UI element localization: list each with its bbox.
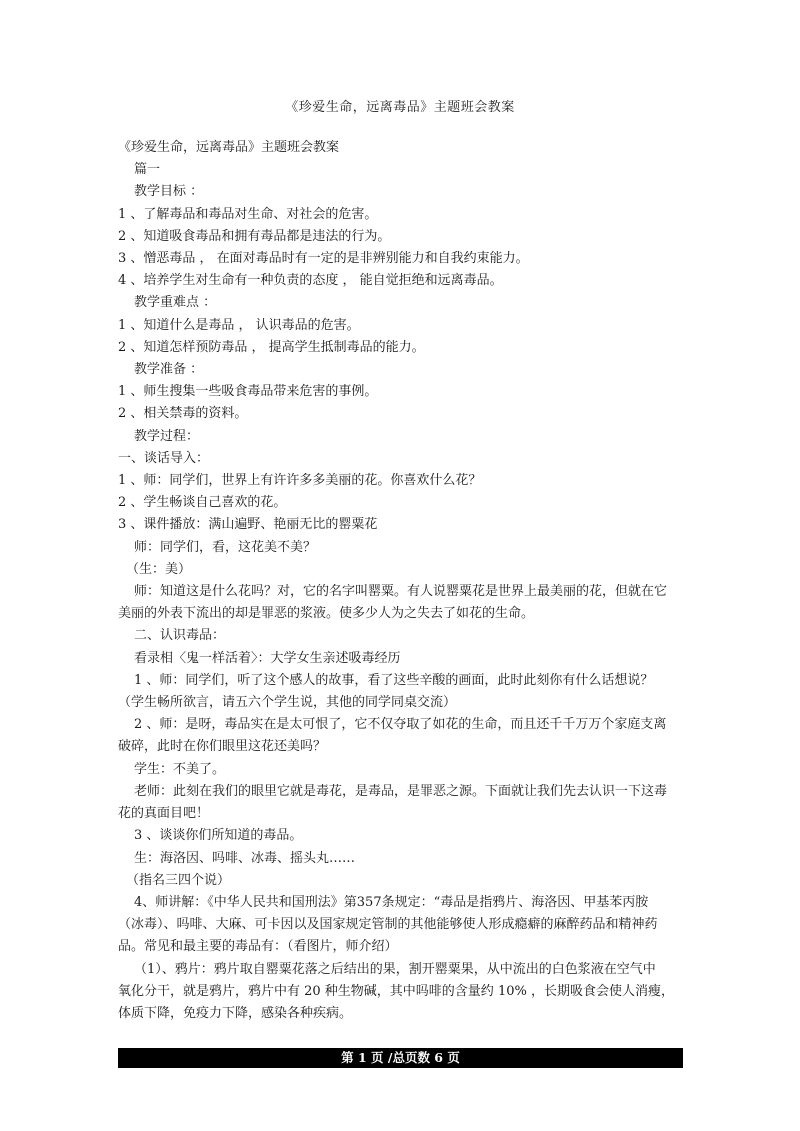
paragraph-line: 氧化分干，就是鸦片，鸦片中有 20 种生物碱，其中吗啡的含量约 10% ，长期吸食会使人消瘦， — [118, 983, 674, 999]
paragraph-line: 体质下降，免疫力下降，感染各种疾病。 — [118, 1005, 353, 1021]
list-item: 3 、憎恶毒品 ， 在面对毒品时有一定的是非辨别能力和自我约束能力。 — [118, 251, 529, 267]
text-line: 《珍爱生命，远离毒品》主题班会教案 — [118, 140, 340, 155]
list-item: 3 、课件播放：满山遍野、艳丽无比的罂粟花 — [118, 517, 378, 533]
dialogue-line: 师：同学们，看，这花美不美？ — [134, 539, 317, 555]
paragraph-line: 花的真面目吧！ — [118, 806, 210, 822]
list-item: 2 、师：是呀，毒品实在是太可恨了，它不仅夺取了如花的生命，而且还千千万万个家庭支离 — [134, 717, 667, 733]
section-heading: 教学准备 ： — [134, 362, 204, 378]
section-heading: 篇一 — [134, 162, 161, 178]
section-heading: 一、谈话导入： — [118, 450, 210, 466]
list-item: 2 、知道怎样预防毒品 ， 提高学生抵制毒品的能力。 — [118, 339, 425, 355]
section-heading: 教学过程： — [134, 428, 200, 444]
paragraph-line: 美丽的外表下流出的却是罪恶的浆液。使多少人为之失去了如花的生命。 — [118, 606, 535, 622]
list-item: 2 、相关禁毒的资料。 — [118, 406, 248, 422]
document-body — [118, 137, 683, 1025]
list-item: 1 、了解毒品和毒品对生命、对社会的危害。 — [118, 206, 378, 222]
list-item: 4 、培养学生对生命有一种负责的态度 ， 能自觉拒绝和远离毒品。 — [118, 273, 503, 289]
paragraph-line: （学生畅所欲言，请五六个学生说，其他的同学同桌交流） — [118, 695, 457, 711]
list-item: 2 、学生畅谈自己喜欢的花。 — [118, 495, 287, 511]
list-item: 1 、师生搜集一些吸食毒品带来危害的事例。 — [118, 384, 378, 400]
dialogue-line: （指名三四个说） — [126, 872, 231, 888]
list-item: 4、师讲解：《中华人民共和国刑法》第357条规定：“毒品是指鸦片、海洛因、甲基苯丙胺 — [134, 894, 649, 910]
section-heading: 教学重难点 ： — [134, 295, 217, 311]
list-item: 3 、谈谈你们所知道的毒品。 — [134, 828, 303, 844]
list-item: 2 、知道吸食毒品和拥有毒品都是违法的行为。 — [118, 228, 391, 244]
list-item: 1 、知道什么是毒品 ， 认识毒品的危害。 — [118, 317, 360, 333]
paragraph-line: （冰毒）、吗啡、大麻、可卡因以及国家规定管制的其他能够使人形成瘾癖的麻醉药品和精神药 — [118, 917, 658, 933]
page-footer: 第 1 页 /总页数 6 页 — [118, 1048, 683, 1068]
section-heading: 二、认识毒品： — [134, 628, 226, 644]
list-item: 1 、师：同学们，世界上有许许多多美丽的花。你喜欢什么花？ — [118, 473, 482, 489]
paragraph-line: 看录相〈鬼一样活着〉：大学女生亲述吸毒经历 — [134, 650, 401, 666]
paragraph-line: 品。常见和最主要的毒品有：（看图片，师介绍） — [118, 939, 398, 955]
document-title: 《珍爱生命，远离毒品》主题班会教案 — [285, 100, 515, 115]
dialogue-line: 学生：不美了。 — [134, 761, 226, 777]
dialogue-line: （生：美） — [126, 561, 192, 577]
list-item: 1 、师：同学们，听了这个感人的故事，看了这些辛酸的画面，此时此刻你有什么话想说？ — [134, 672, 654, 688]
dialogue-line: 生：海洛因、吗啡、冰毒、摇头丸…… — [134, 850, 356, 866]
section-heading: 教学目标 ： — [134, 184, 204, 200]
list-item: （1）、鸦片：鸦片取自罂粟花落之后结出的果，割开罂粟果，从中流出的白色浆液在空气中 — [134, 961, 656, 977]
paragraph-line: 老师：此刻在我们的眼里它就是毒花，是毒品，是罪恶之源。下面就让我们先去认识一下这毒 — [134, 783, 668, 799]
paragraph-line: 师：知道这是什么花吗？对，它的名字叫罂粟。有人说罂粟花是世界上最美丽的花，但就在它 — [134, 584, 668, 600]
paragraph-line: 破碎，此时在你们眼里这花还美吗？ — [118, 739, 327, 755]
